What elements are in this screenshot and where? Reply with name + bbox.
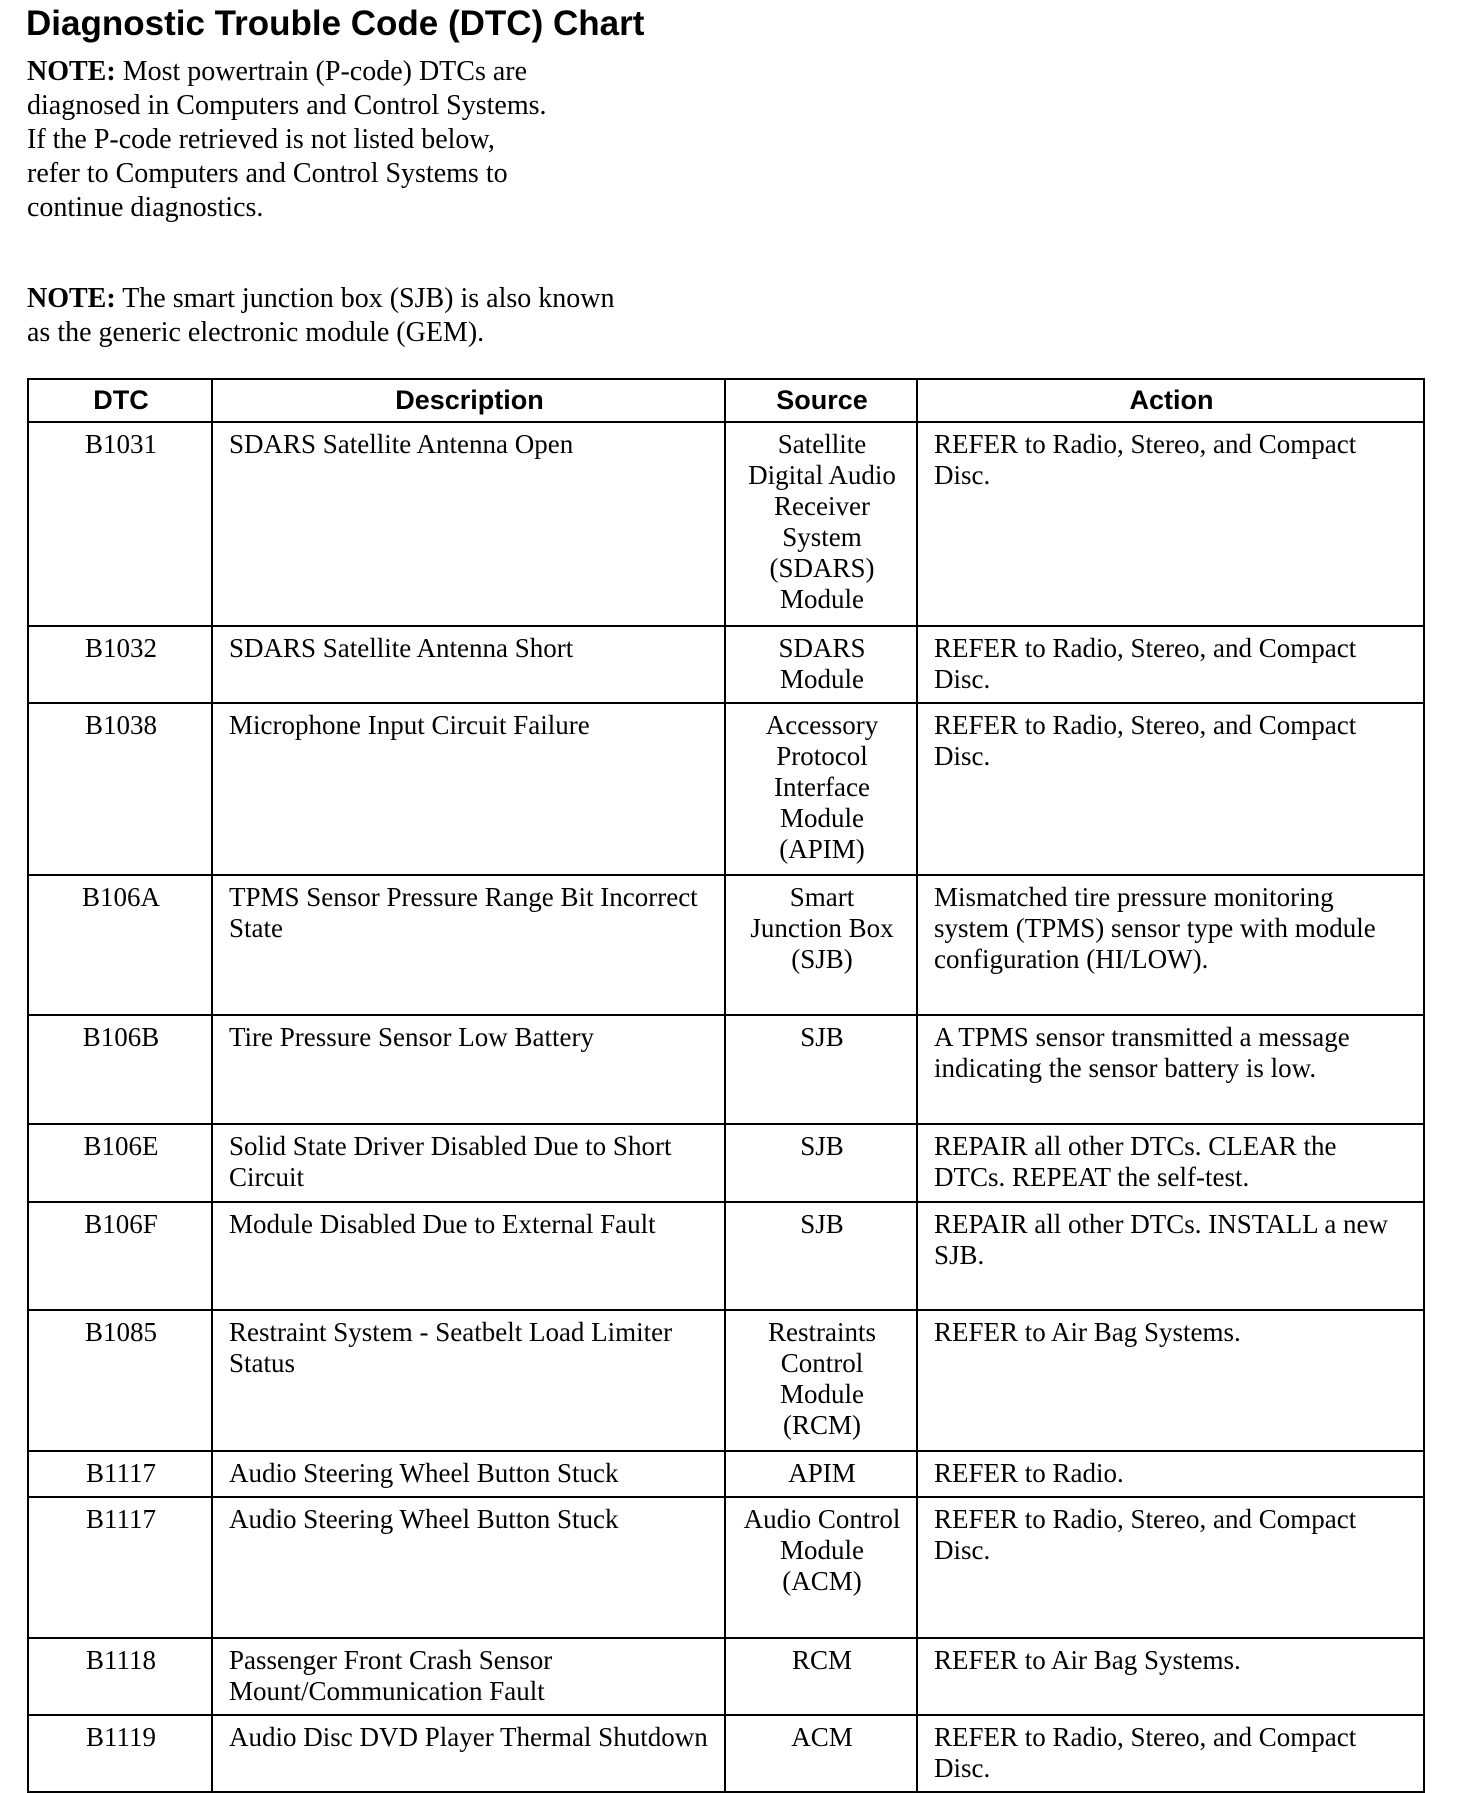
table-row [28,703,1424,875]
dtc-code-cell: B1031 [28,422,212,626]
action-cell: REFER to Radio, Stereo, and Compact Disc. [917,703,1424,875]
dtc-code-cell: B1032 [28,626,212,703]
description-cell: Restraint System - Seatbelt Load Limiter Status [212,1310,725,1451]
dtc-code-cell: B106A [28,875,212,1015]
description-cell: SDARS Satellite Antenna Short [212,626,725,703]
action-cell: REFER to Air Bag Systems. [917,1638,1424,1715]
note-line: refer to Computers and Control Systems to [27,158,508,189]
note-text: Most powertrain (P-code) DTCs are [122,56,528,87]
description-cell: Audio Disc DVD Player Thermal Shutdown [212,1715,725,1792]
description-cell: Tire Pressure Sensor Low Battery [212,1015,725,1124]
note-line [27,282,727,316]
description-cell: Solid State Driver Disabled Due to Short Circuit [212,1124,725,1202]
table-body [28,422,1424,1792]
source-cell: ACM [725,1715,917,1792]
action-cell: REFER to Radio, Stereo, and Compact Disc. [917,1497,1424,1638]
action-cell: REFER to Radio, Stereo, and Compact Disc. [917,422,1424,626]
description-cell: SDARS Satellite Antenna Open [212,422,725,626]
note-smart-junction-box [27,282,727,350]
action-cell: A TPMS sensor transmitted a message indicating the sensor battery is low. [917,1015,1424,1124]
column-header-dtc: DTC [28,379,212,422]
action-cell: REFER to Radio, Stereo, and Compact Disc. [917,626,1424,703]
source-cell: Audio Control Module (ACM) [725,1497,917,1638]
action-cell: REFER to Air Bag Systems. [917,1310,1424,1451]
note-label: NOTE: [27,56,116,87]
source-cell: Smart Junction Box (SJB) [725,875,917,1015]
table-row [28,1015,1424,1124]
table-row [28,1497,1424,1638]
table-row [28,875,1424,1015]
source-cell: Satellite Digital Audio Receiver System (SDARS) Module [725,422,917,626]
source-cell: RCM [725,1638,917,1715]
note-line: as the generic electronic module (GEM). [27,317,485,348]
table-header-row [28,379,1424,422]
table-row [28,1715,1424,1792]
dtc-code-cell: B1117 [28,1451,212,1497]
action-cell: REFER to Radio, Stereo, and Compact Disc. [917,1715,1424,1792]
description-cell: TPMS Sensor Pressure Range Bit Incorrect State [212,875,725,1015]
dtc-code-cell: B106F [28,1202,212,1310]
column-header-description: Description [212,379,725,422]
dtc-code-cell: B106E [28,1124,212,1202]
dtc-code-cell: B1119 [28,1715,212,1792]
source-cell: Accessory Protocol Interface Module (APIM) [725,703,917,875]
page-title: Diagnostic Trouble Code (DTC) Chart [26,4,645,43]
source-cell: APIM [725,1451,917,1497]
dtc-code-cell: B1118 [28,1638,212,1715]
source-cell: SJB [725,1124,917,1202]
note-line: diagnosed in Computers and Control Systems. [27,90,547,121]
action-cell: Mismatched tire pressure monitoring system (TPMS) sensor type with module configuration (HI/LOW). [917,875,1424,1015]
dtc-code-cell: B1038 [28,703,212,875]
note-line: continue diagnostics. [27,192,264,223]
note-text: The smart junction box (SJB) is also known [122,283,615,314]
table-row [28,1310,1424,1451]
description-cell: Passenger Front Crash Sensor Mount/Communication Fault [212,1638,725,1715]
dtc-code-cell: B1117 [28,1497,212,1638]
column-header-action: Action [917,379,1424,422]
description-cell: Audio Steering Wheel Button Stuck [212,1451,725,1497]
action-cell: REPAIR all other DTCs. CLEAR the DTCs. REPEAT the self-test. [917,1124,1424,1202]
source-cell: SJB [725,1202,917,1310]
description-cell: Module Disabled Due to External Fault [212,1202,725,1310]
dtc-code-cell: B106B [28,1015,212,1124]
note-powertrain-codes [27,55,627,225]
source-cell: SDARS Module [725,626,917,703]
description-cell: Audio Steering Wheel Button Stuck [212,1497,725,1638]
note-line: If the P-code retrieved is not listed below, [27,124,495,155]
column-header-source: Source [725,379,917,422]
table-row [28,1202,1424,1310]
table-row [28,422,1424,626]
dtc-table [27,378,1425,1793]
table-row [28,1124,1424,1202]
action-cell: REFER to Radio. [917,1451,1424,1497]
description-cell: Microphone Input Circuit Failure [212,703,725,875]
table-row [28,1638,1424,1715]
source-cell: SJB [725,1015,917,1124]
table-row [28,1451,1424,1497]
note-label: NOTE: [27,283,116,314]
dtc-code-cell: B1085 [28,1310,212,1451]
note-line [27,55,627,89]
source-cell: Restraints Control Module (RCM) [725,1310,917,1451]
table-row [28,626,1424,703]
action-cell: REPAIR all other DTCs. INSTALL a new SJB. [917,1202,1424,1310]
